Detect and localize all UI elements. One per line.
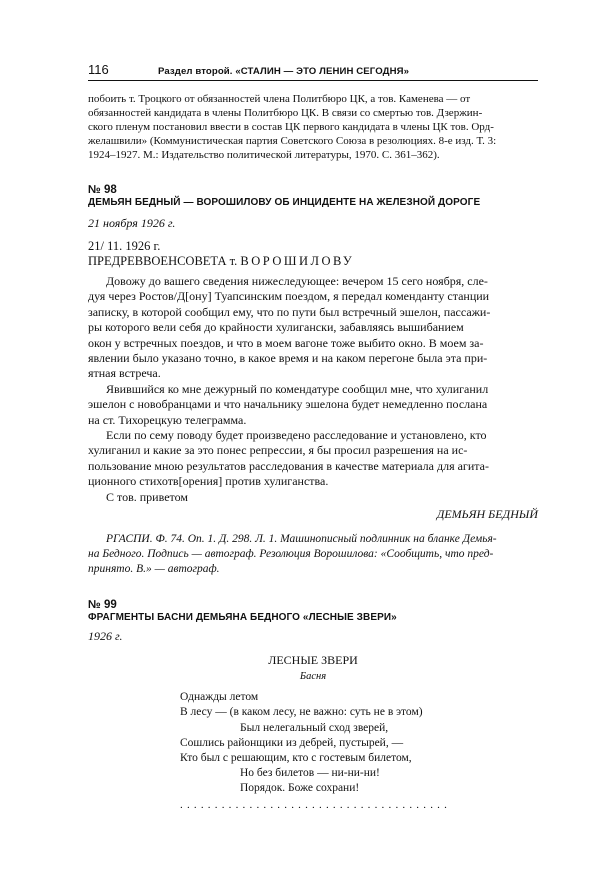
poem-subtitle: Басня <box>299 671 327 683</box>
text-line: Довожу до вашего сведения нижеследующее: вечером 15 сего ноября, сле- <box>106 274 488 288</box>
archive-line: РГАСПИ. Ф. 74. Оп. 1. Д. 298. Л. 1. Машинописный подлинник на бланке Демья- <box>106 533 497 546</box>
document-number: № 98 <box>88 184 117 196</box>
text-line: пользование мною результатов расследования в качестве материала для агита- <box>88 458 489 473</box>
text-line: дуя через Ростов/Д[ону] Туапсинским поездом, я передал коменданту станции <box>88 289 490 304</box>
text-line: Явившийся ко мне дежурный по комендатуре сообщил мне, что хулиганил <box>106 381 489 396</box>
poem-title: ЛЕСНЫЕ ЗВЕРИ <box>268 653 358 668</box>
text-line: Если по сему поводу будет произведено расследование и установлено, кто <box>106 428 487 443</box>
archive-line: на Бедного. Подпись — автограф. Резолюция Ворошилова: «Сообщить, что пред- <box>88 548 494 561</box>
text-line: на ст. Тихорецкую телеграмма. <box>88 412 247 427</box>
page-number: 116 <box>88 62 109 77</box>
document-date: 21 ноября 1926 г. <box>88 216 176 230</box>
addressee <box>88 254 538 269</box>
verse-line: Но без билетов — ни-ни-ни! <box>240 767 380 780</box>
note-line: 1924–1927. М.: Издательство политической литературы, 1970. С. 361–362). <box>88 149 440 161</box>
previous-note <box>88 92 538 162</box>
text-line: явлении было указано точно, в какое время и на каком перегоне была эта при- <box>88 351 488 366</box>
document-date: 1926 г. <box>88 629 123 644</box>
ellipsis-line: ....................................... <box>180 798 452 811</box>
document-98 <box>88 184 538 577</box>
text-line: ционного стихотв[орения] против хулиганства. <box>88 474 329 489</box>
addressee-name: ВОРОШИЛОВУ <box>240 254 355 268</box>
text-line: хулиганил и какие за это понес репрессии, я бы просил разрешения на ис- <box>88 443 468 458</box>
verse-line: Однажды летом <box>180 691 259 704</box>
text-line: ры которого вели себя до крайности хулигански, забавляясь вышибанием <box>88 320 464 335</box>
book-page <box>88 62 538 811</box>
letter-closing: С тов. приветом <box>106 489 188 504</box>
verse-line: Был нелегальный сход зверей, <box>240 721 389 734</box>
verse-line: Сошлись районщики из дебрей, пустырей, — <box>180 736 404 749</box>
verse-line: Порядок. Боже сохрани! <box>240 782 360 795</box>
archive-line: принято. В.» — автограф. <box>88 563 220 576</box>
letter-paragraph-1 <box>88 274 538 382</box>
note-line: желашвили» (Коммунистическая партия Советского Союза в резолюциях. 8-е изд. Т. 3: <box>88 135 497 147</box>
text-line: ятная встреча. <box>88 366 161 381</box>
text-line: эшелон с новобранцами и что начальнику эшелона будет немедленно послана <box>88 397 488 412</box>
note-line: обязанностей кандидата в члены Политбюро ЦК. В связи со смертью тов. Дзержин- <box>88 107 483 119</box>
addressee-title: ПРЕДРЕВВОЕНСОВЕТА т. <box>88 254 238 268</box>
note-line: ского пленум постановил ввести в состав ЦК первого кандидата в члены ЦК тов. Орд- <box>88 121 494 133</box>
text-line: записку, в которой сообщил ему, что по пути был встречный эшелон, пассажи- <box>88 304 491 319</box>
dateline: 21/ 11. 1926 г. <box>88 239 161 253</box>
document-title: ДЕМЬЯН БЕДНЫЙ — ВОРОШИЛОВУ ОБ ИНЦИДЕНТЕ НА ЖЕЛЕЗНОЙ ДОРОГЕ <box>88 197 481 208</box>
signature: ДЕМЬЯН БЕДНЫЙ <box>436 507 538 522</box>
letter-paragraph-2 <box>88 382 538 428</box>
verse-line: Кто был с решающим, кто с гостевым билетом, <box>180 751 412 764</box>
document-title: ФРАГМЕНТЫ БАСНИ ДЕМЬЯНА БЕДНОГО «ЛЕСНЫЕ ЗВЕРИ» <box>88 612 397 624</box>
text-line: окон у встречных поездов, и что в моем вагоне тоже выбито окно. В моем за- <box>88 335 484 350</box>
poem-verses <box>88 690 538 810</box>
document-number: № 99 <box>88 599 117 612</box>
letter-paragraph-3 <box>88 428 538 490</box>
archive-reference <box>88 532 538 577</box>
note-line: побоить т. Троцкого от обязанностей члена Политбюро ЦК, а тов. Каменева — от <box>88 93 471 105</box>
verse-line: В лесу — (в каком лесу, не важно: суть не в этом) <box>180 706 423 719</box>
running-header <box>88 62 538 81</box>
section-title: Раздел второй. «СТАЛИН — ЭТО ЛЕНИН СЕГОДНЯ» <box>158 66 410 77</box>
document-99 <box>88 599 538 810</box>
